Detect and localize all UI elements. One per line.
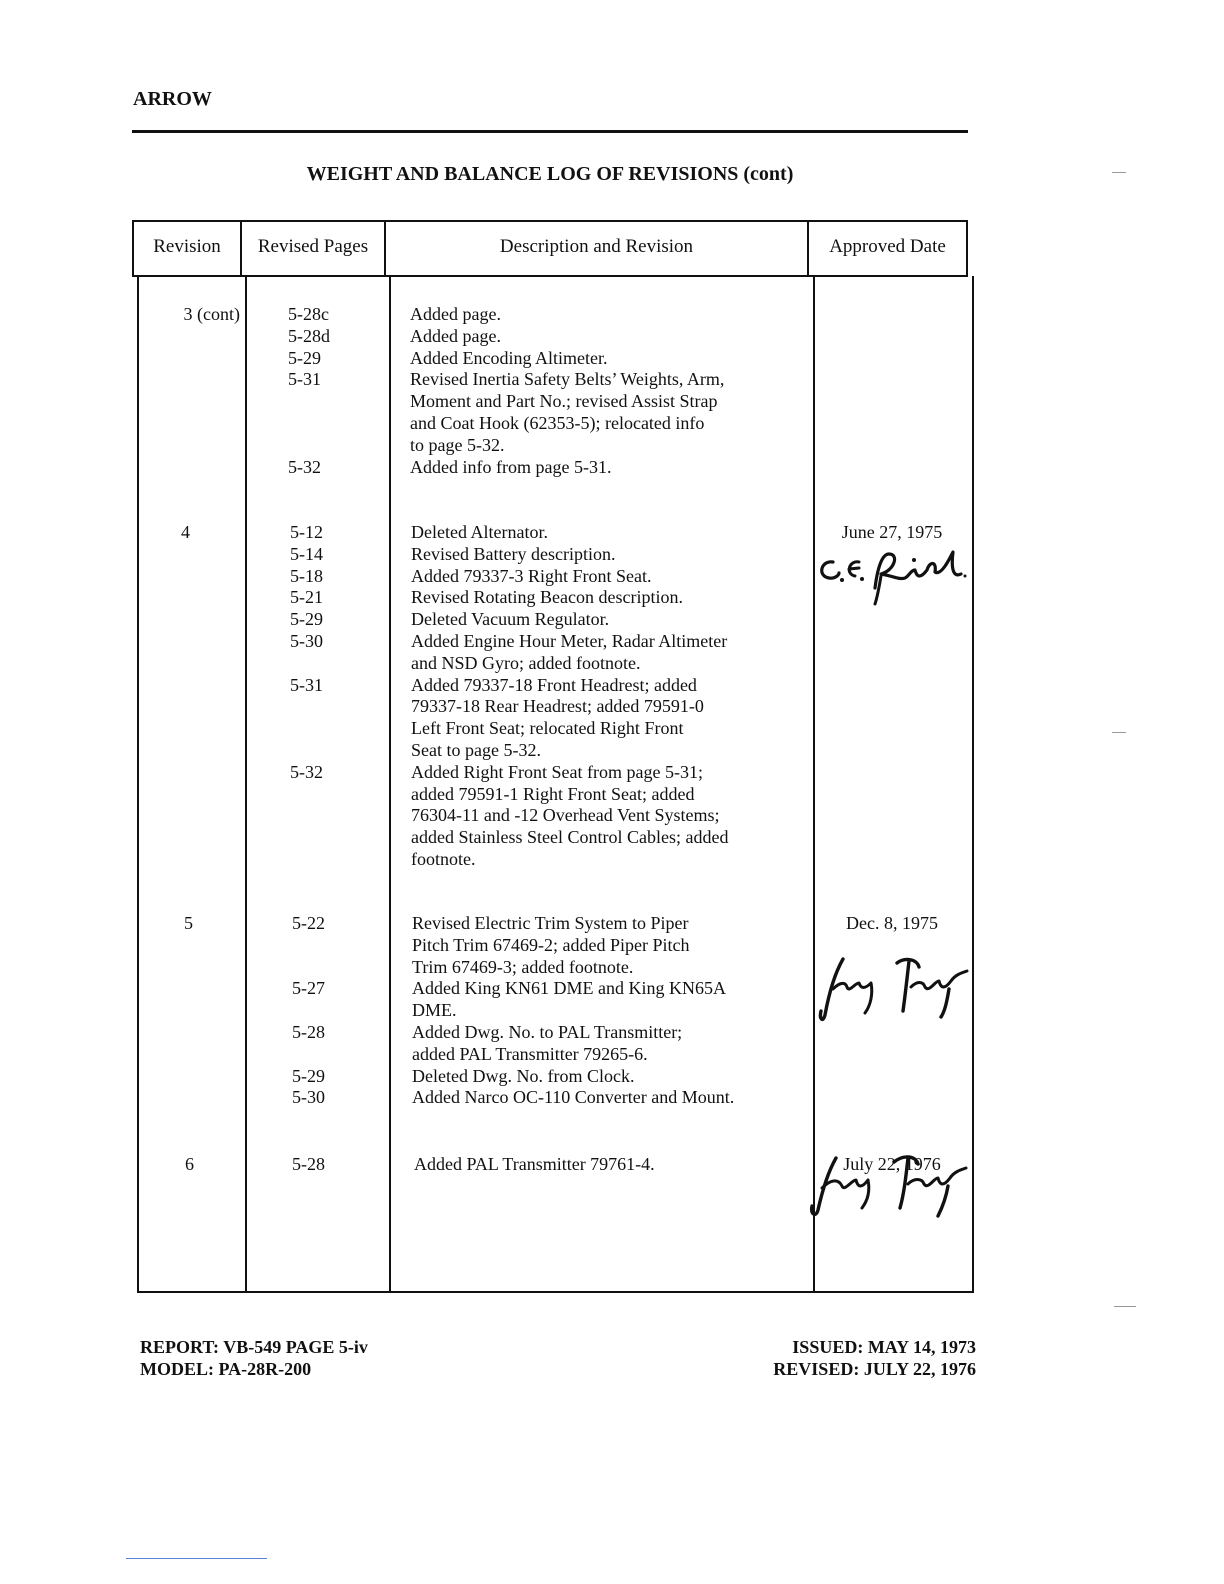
approved-date: July 22, 1976 [843,1154,941,1174]
approval-signature-rickel [815,548,967,606]
issued-date: ISSUED: MAY 14, 1973 [792,1337,976,1357]
col-divider-2 [389,276,391,1293]
table-right-border [972,276,974,1293]
scan-speck [1112,732,1126,733]
column-header-approved-date: Approved Date [829,236,946,257]
revised-date: REVISED: JULY 22, 1976 [773,1359,976,1379]
revisions-table [132,220,974,1293]
scan-artifact-line [126,1558,267,1559]
footer-right [773,1336,976,1380]
col-divider-3 [813,276,815,1293]
revision-number: 4 [181,522,190,542]
column-header-revision: Revision [153,236,221,257]
model-number: MODEL: PA-28R-200 [140,1359,312,1379]
footer-left [140,1336,368,1380]
table-top-border [132,220,968,222]
header-rule [132,130,968,133]
revised-pages: 5-28c 5-28d 5-29 5-31 5-32 [288,304,330,477]
column-header-revised-pages: Revised Pages [257,236,369,257]
revision-number: 5 [184,913,193,933]
revision-number: 6 [185,1154,194,1174]
revised-pages: 5-12 5-14 5-18 5-21 5-29 5-30 5-31 5-32 [290,522,323,782]
revised-pages: 5-22 5-27 5-28 5-29 5-30 [292,913,325,1108]
document-title: WEIGHT AND BALANCE LOG OF REVISIONS (cont) [306,163,794,185]
scan-speck [1114,1306,1136,1307]
revised-pages: 5-28 [292,1154,325,1174]
revision-description: Revised Electric Trim System to Piper Pitch Trim 67469-2; added Piper Pitch Trim 67469-3; added footnote. Added King KN61 DME and King KN65A DME. Added Dwg. No. to PAL Transmitter; added PAL Transmitter 79265-6. Deleted Dwg. No. from Clock. Added Narco OC-110 Converter and Mount. [412,913,735,1108]
report-number: REPORT: VB-549 PAGE 5-iv [140,1337,368,1357]
approval-signature-vazquez [815,953,971,1025]
approved-date: Dec. 8, 1975 [846,913,938,933]
approved-date: June 27, 1975 [841,522,943,542]
revision-description: Added PAL Transmitter 79761-4. [414,1154,655,1174]
table-header-divider [132,275,968,277]
column-header-description: Description and Revision [499,236,694,257]
revision-number: 3 (cont) [183,304,240,324]
scan-speck [1112,172,1126,173]
table-right-border-top [966,220,968,276]
table-bottom-border [137,1291,974,1293]
revision-description: Deleted Alternator. Revised Battery description. Added 79337-3 Right Front Seat. Revised Rotating Beacon description. Deleted Vacuum Regulator. Added Engine Hour Meter, Radar Altimeter and NSD Gyro; added footnote. Added 79337-18 Front Headrest; added 79337-18 Rear Headrest; added 79591-0 Left Front Seat; relocated Right Front Seat to page 5-32. Added Right Front Seat from page 5-31; added 79591-1 Right Front Seat; added 76304-11 and -12 Overhead Vent Systems; added Stainless Steel Control Cables; added footnote. [411,522,729,869]
col-divider-1 [245,276,247,1293]
approval-signature-vazquez [802,1148,972,1220]
revision-description: Added page. Added page. Added Encoding Altimeter. Revised Inertia Safety Belts’ Weights, Arm, Moment and Part No.; revised Assist Strap and Coat Hook (62353-5); relocated info to page 5-32. Added info from page 5-31. [410,304,725,477]
header-title: ARROW [133,88,212,110]
table-left-border [137,276,139,1293]
